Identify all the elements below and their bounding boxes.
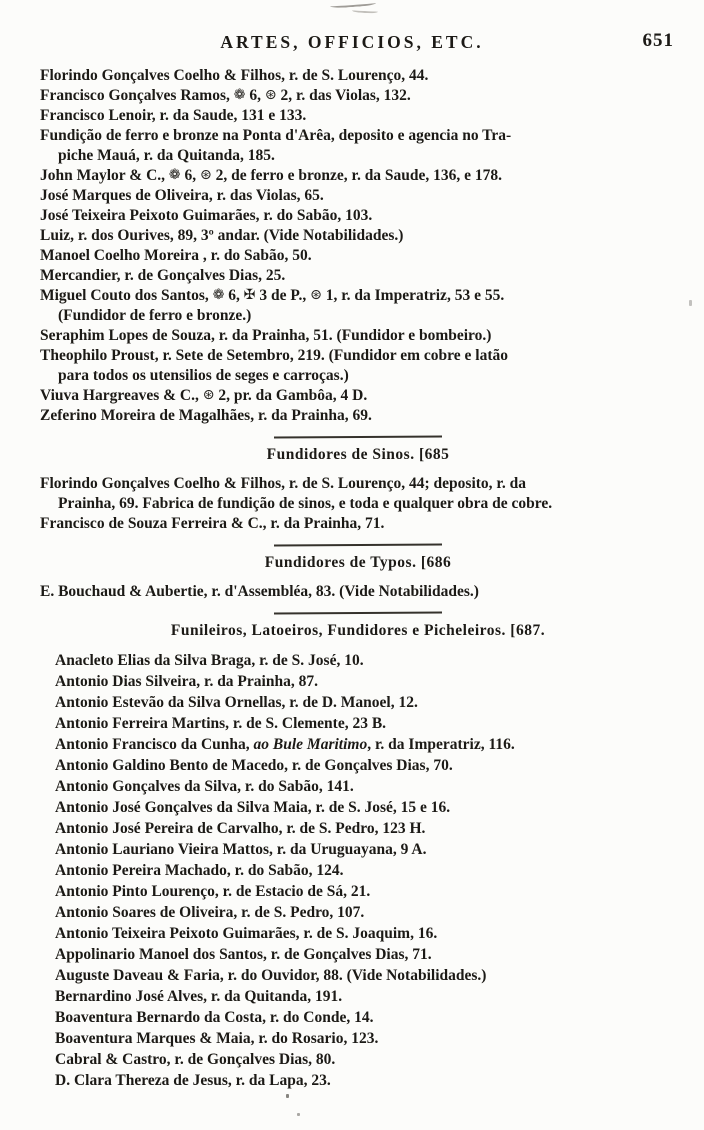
entry-line: Francisco Lenoir, r. da Saude, 131 e 133. (40, 107, 307, 124)
entry-line: Antonio Pinto Lourenço, r. de Estacio de Sá, 21. (55, 883, 371, 900)
entry-line: Antonio Ferreira Martins, r. de S. Clemente, 23 B. (55, 715, 387, 732)
directory-entry (40, 206, 676, 226)
entry-line: Viuva Hargreaves & C., ⊛ 2, pr. da Gambôa, 4 D. (40, 387, 368, 404)
page-title: ARTES, OFFICIOS, ETC. (220, 32, 484, 52)
rosette-badge-icon: ❁ (168, 167, 181, 183)
directory-entry (55, 965, 676, 986)
entry-line: Antonio Dias Silveira, r. da Prainha, 87. (55, 673, 318, 690)
directory-entry (55, 1007, 676, 1028)
directory-entry (40, 346, 676, 386)
entry-line: Cabral & Castro, r. de Gonçalves Dias, 80. (55, 1051, 336, 1068)
section-entries-funileiros-latoeiros-fundidores-picheleiros (55, 650, 676, 1091)
directory-entry (55, 923, 676, 944)
entry-line: Prainha, 69. Fabrica de fundição de sinos, e toda e qualquer obra de cobre. (58, 495, 553, 512)
directory-entry (40, 474, 676, 514)
scan-speck (297, 1113, 300, 1116)
entry-line: Anacleto Elias da Silva Braga, r. de S. José, 10. (55, 652, 364, 669)
entry-line: Florindo Gonçalves Coelho & Filhos, r. de S. Lourenço, 44. (40, 67, 429, 84)
directory-entry (40, 386, 676, 406)
page-header (0, 0, 704, 58)
directory-entry (55, 818, 676, 839)
entry-line: Antonio José Pereira de Carvalho, r. de S. Pedro, 123 H. (55, 820, 426, 837)
entry-line: para todos os utensilios de seges e carroças.) (58, 367, 349, 384)
directory-entry (40, 286, 676, 326)
entry-line: Mercandier, r. de Gonçalves Dias, 25. (40, 267, 286, 284)
entry-line: Zeferino Moreira de Magalhães, r. da Prainha, 69. (40, 407, 372, 424)
directory-entry (55, 692, 676, 713)
directory-entry (55, 755, 676, 776)
entry-line: Luiz, r. dos Ourives, 89, 3º andar. (Vide Notabilidades.) (40, 227, 404, 244)
medal-icon: ⊛ (310, 287, 322, 303)
entry-line: Antonio Soares de Oliveira, r. de S. Pedro, 107. (55, 904, 365, 921)
rosette-badge-icon: ❁ (233, 87, 246, 103)
entry-line: Theophilo Proust, r. Sete de Setembro, 219. (Fundidor em cobre e latão (40, 347, 509, 364)
entry-line: Appolinario Manoel dos Santos, r. de Gonçalves Dias, 71. (55, 946, 432, 963)
directory-entry (55, 860, 676, 881)
entry-line: Antonio Lauriano Vieira Mattos, r. da Uruguayana, 9 A. (55, 841, 427, 858)
section-divider (274, 544, 442, 547)
entry-line: José Teixeira Peixoto Guimarães, r. do Sabão, 103. (40, 207, 373, 224)
section-heading-fundidores-de-sinos: Fundidores de Sinos. [685 (266, 446, 450, 463)
section-heading-fundidores-de-typos: Fundidores de Typos. [686 (264, 554, 452, 571)
directory-entry (55, 713, 676, 734)
entry-line: Antonio José Gonçalves da Silva Maia, r. de S. José, 15 e 16. (55, 799, 451, 816)
directory-entry (40, 514, 676, 534)
section-entries-fundidores-de-typos (40, 582, 676, 602)
entry-line: John Maylor & C., ❁ 6, ⊛ 2, de ferro e bronze, r. da Saude, 136, e 178. (40, 167, 503, 184)
directory-entry (40, 406, 676, 426)
scan-speck (286, 1094, 289, 1098)
directory-entry (55, 776, 676, 797)
directory-entry (55, 797, 676, 818)
directory-entry (40, 266, 676, 286)
scan-speck (689, 300, 692, 306)
entry-line: Antonio Galdino Bento de Macedo, r. de Gonçalves Dias, 70. (55, 757, 453, 774)
directory-entry (40, 86, 676, 106)
entry-line: Bernardino José Alves, r. da Quitanda, 191. (55, 988, 343, 1005)
directory-content (0, 58, 704, 1091)
entry-line: Boaventura Bernardo da Costa, r. do Conde, 14. (55, 1009, 374, 1026)
section-entries-fundidores-de-sinos (40, 474, 676, 534)
entry-line: Antonio Pereira Machado, r. do Sabão, 124. (55, 862, 344, 879)
medal-icon: ⊛ (200, 167, 212, 183)
directory-entry (55, 902, 676, 923)
entry-line: piche Mauá, r. da Quitanda, 185. (58, 147, 275, 164)
directory-entry (40, 582, 676, 602)
section-entries-artes-officios-continuation (40, 66, 676, 426)
directory-entry (40, 66, 676, 86)
directory-entry (40, 126, 676, 166)
entry-line: Florindo Gonçalves Coelho & Filhos, r. de S. Lourenço, 44; deposito, r. da (40, 475, 526, 492)
entry-line: Boaventura Marques & Maia, r. do Rosario, 123. (55, 1030, 379, 1047)
directory-entry (40, 326, 676, 346)
directory-entry (40, 226, 676, 246)
entry-line: Seraphim Lopes de Souza, r. da Prainha, 51. (Fundidor e bombeiro.) (40, 327, 492, 344)
directory-entry (55, 1070, 676, 1091)
entry-line: José Marques de Oliveira, r. das Violas, 65. (40, 187, 324, 204)
maltese-cross-icon: ✠ (243, 287, 256, 303)
directory-entry (40, 106, 676, 126)
directory-entry (55, 1049, 676, 1070)
entry-line: (Fundidor de ferro e bronze.) (58, 307, 252, 324)
directory-entry (40, 186, 676, 206)
entry-line: Antonio Gonçalves da Silva, r. do Sabão, 141. (55, 778, 354, 795)
entry-line: Antonio Francisco da Cunha, ao Bule Maritimo, r. da Imperatriz, 116. (55, 736, 515, 753)
directory-entry (55, 671, 676, 692)
directory-entry (55, 944, 676, 965)
directory-entry (55, 734, 676, 755)
rosette-badge-icon: ❁ (212, 287, 225, 303)
entry-line: Francisco de Souza Ferreira & C., r. da Prainha, 71. (40, 515, 385, 532)
entry-line: Antonio Teixeira Peixoto Guimarães, r. de S. Joaquim, 16. (55, 925, 438, 942)
directory-entry (55, 650, 676, 671)
directory-entry (55, 1028, 676, 1049)
entry-line: Fundição de ferro e bronze na Ponta d'Arêa, deposito e agencia no Tra- (40, 127, 512, 144)
page-number: 651 (642, 30, 674, 51)
medal-icon: ⊛ (202, 387, 215, 403)
entry-line: Auguste Daveau & Faria, r. do Ouvidor, 88. (Vide Notabilidades.) (55, 967, 487, 984)
entry-line: D. Clara Thereza de Jesus, r. da Lapa, 23. (55, 1072, 331, 1089)
directory-entry (40, 246, 676, 266)
entry-line: Antonio Estevão da Silva Ornellas, r. de D. Manoel, 12. (55, 694, 418, 711)
medal-icon: ⊛ (264, 87, 277, 103)
directory-entry (55, 839, 676, 860)
section-heading-funileiros-latoeiros-fundidores-picheleiros: Funileiros, Latoeiros, Fundidores e Picheleiros. [687. (170, 622, 546, 639)
entry-line: E. Bouchaud & Aubertie, r. d'Assembléa, 83. (Vide Notabilidades.) (40, 583, 479, 600)
directory-entry (40, 166, 676, 186)
section-divider (274, 612, 442, 615)
entry-line: Manoel Coelho Moreira , r. do Sabão, 50. (40, 247, 312, 264)
entry-line: Francisco Gonçalves Ramos, ❁ 6, ⊛ 2, r. das Violas, 132. (40, 87, 411, 104)
section-divider (274, 436, 442, 439)
entry-line: Miguel Couto dos Santos, ❁ 6, ✠ 3 de P., ⊛ 1, r. da Imperatriz, 53 e 55. (40, 287, 505, 304)
italic-text: ao Bule Maritimo (253, 736, 368, 753)
directory-entry (55, 986, 676, 1007)
directory-entry (55, 881, 676, 902)
